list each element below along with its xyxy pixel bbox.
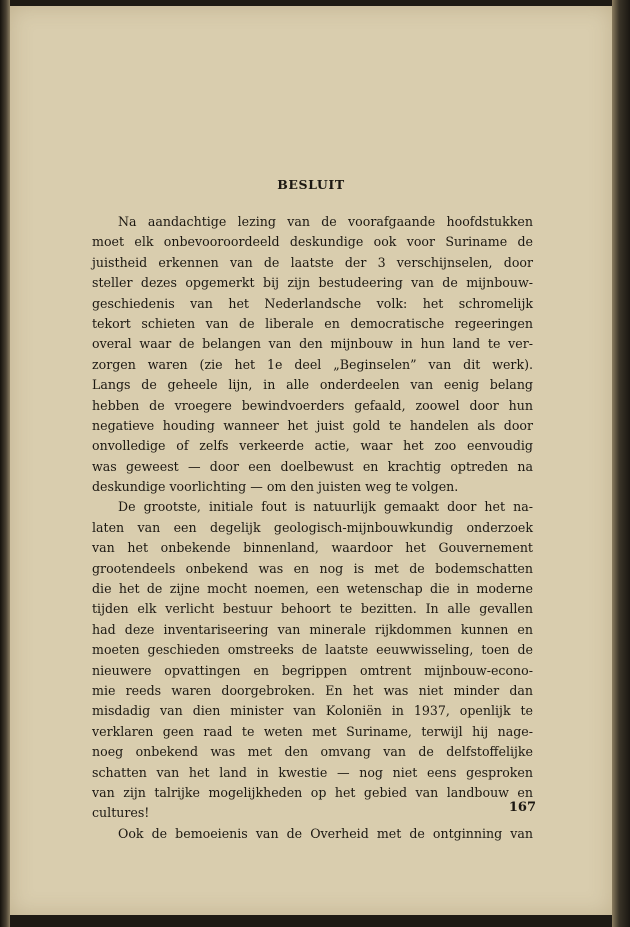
text-line: nieuwere opvattingen en begrippen omtrent mijnbouw-econo- bbox=[92, 662, 533, 678]
text-line: juistheid erkennen van de laatste der 3 verschijnselen, door bbox=[92, 254, 533, 270]
text-line: van zijn talrijke mogelijkheden op het gebied van landbouw en bbox=[92, 784, 533, 800]
text-line: schatten van het land in kwestie — nog niet eens gesproken bbox=[92, 764, 533, 780]
body-text bbox=[92, 212, 533, 844]
chapter-title: BESLUIT bbox=[277, 177, 345, 192]
text-line: Langs de geheele lijn, in alle onderdeelen van eenig belang bbox=[92, 377, 533, 393]
text-line: die het de zijne mocht noemen, een wetenschap die in moderne bbox=[92, 581, 533, 597]
text-line: misdadig van dien minister van Koloniën in 1937, openlijk te bbox=[92, 703, 533, 719]
text-line: negatieve houding wanneer het juist gold te handelen als door bbox=[92, 417, 533, 433]
text-line: overal waar de belangen van den mijnbouw in hun land te ver- bbox=[92, 336, 533, 352]
text-line: had deze inventariseering van minerale rijkdommen kunnen en bbox=[92, 621, 533, 637]
text-line: was geweest — door een doelbewust en krachtig optreden na bbox=[92, 458, 533, 474]
text-line: geschiedenis van het Nederlandsche volk: het schromelijk bbox=[92, 295, 533, 311]
text-line: Na aandachtige lezing van de voorafgaande hoofdstukken bbox=[118, 214, 533, 229]
text-line: Ook de bemoeienis van de Overheid met de ontginning van bbox=[118, 825, 533, 841]
text-line: deskundige voorlichting — om den juisten weg te volgen. bbox=[92, 479, 459, 495]
book-page-edge bbox=[612, 0, 630, 927]
text-line: moeten geschieden omstreeks de laatste eeuwwisseling, toen de bbox=[92, 642, 533, 658]
page-number: 167 bbox=[508, 800, 536, 815]
text-line: verklaren geen raad te weten met Suriname, terwijl hij nage- bbox=[92, 723, 533, 739]
text-line: cultures! bbox=[92, 805, 150, 821]
text-line: noeg onbekend was met den omvang van de delfstoffelijke bbox=[92, 744, 533, 760]
text-line: tekort schieten van de liberale en democratische regeeringen bbox=[92, 315, 533, 331]
text-line: hebben de vroegere bewindvoerders gefaald, zoowel door hun bbox=[92, 397, 533, 413]
text-line: tijden elk verlicht bestuur behoort te bezitten. In alle gevallen bbox=[92, 601, 533, 617]
text-line: moet elk onbevooroordeeld deskundige ook voor Suriname de bbox=[92, 234, 533, 250]
text-line: grootendeels onbekend was en nog is met de bodemschatten bbox=[92, 560, 533, 576]
text-line: laten van een degelijk geologisch-mijnbouwkundig onderzoek bbox=[92, 519, 533, 535]
text-line: van het onbekende binnenland, waardoor het Gouvernement bbox=[92, 540, 533, 556]
text-line: zorgen waren (zie het 1e deel „Beginselen” van dit werk). bbox=[92, 356, 533, 372]
text-line: onvolledige of zelfs verkeerde actie, waar het zoo eenvoudig bbox=[92, 438, 533, 454]
book-spine-edge bbox=[0, 0, 10, 927]
text-line: steller dezes opgemerkt bij zijn bestudeering van de mijnbouw- bbox=[92, 275, 533, 291]
text-line: mie reeds waren doorgebroken. En het was niet minder dan bbox=[92, 682, 533, 698]
text-line: De grootste, initiale fout is natuurlijk gemaakt door het na- bbox=[118, 499, 533, 515]
